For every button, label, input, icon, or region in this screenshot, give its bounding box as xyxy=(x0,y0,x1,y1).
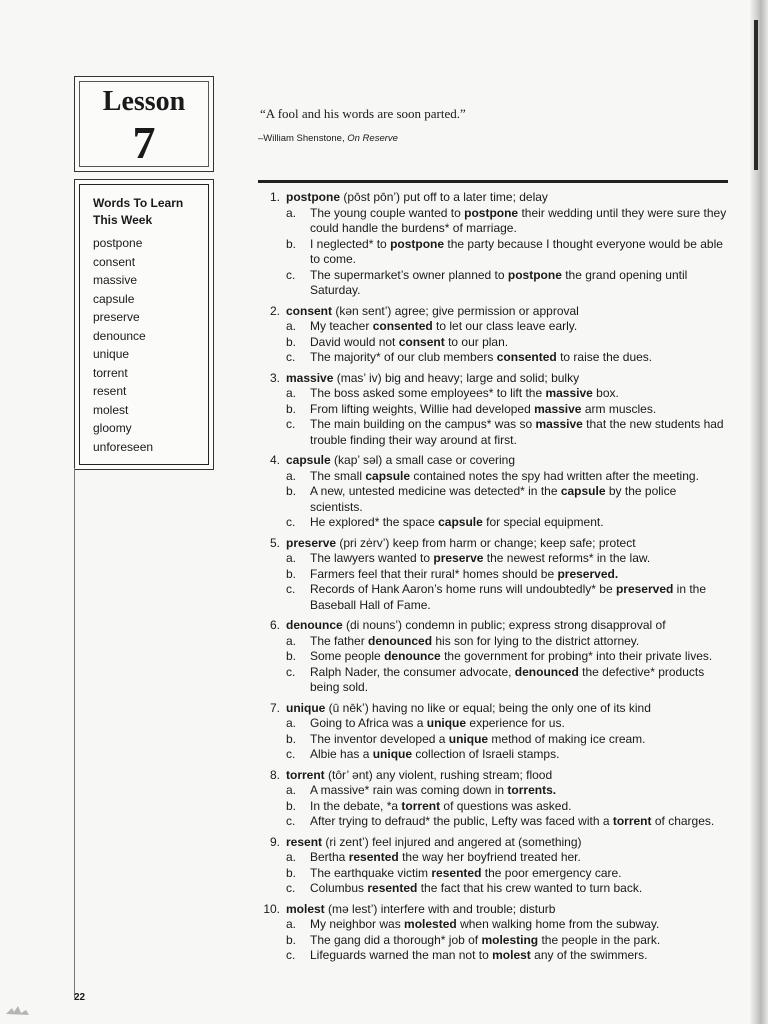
example-text-part: The inventor developed a xyxy=(310,731,449,746)
scan-edge xyxy=(750,0,768,1024)
example-sentence xyxy=(250,850,730,866)
example-keyword: unique xyxy=(372,747,413,761)
example-text xyxy=(310,881,730,897)
example-text xyxy=(310,716,730,732)
words-to-learn-heading: Words To Learn This Week xyxy=(93,196,184,227)
example-text-part: of charges. xyxy=(651,814,715,828)
epigraph-quote: “A fool and his words are soon parted.” xyxy=(260,106,466,121)
example-keyword: torrent xyxy=(612,814,652,828)
example-keyword: preserved xyxy=(615,582,674,596)
example-text-part: that the new students had trouble finding their way around at first. xyxy=(310,417,724,447)
entry-number: 10. xyxy=(263,901,280,916)
entry-definition-line xyxy=(286,453,515,469)
example-letter: b. xyxy=(286,731,297,746)
example-text-part: Ralph Nader, the consumer advocate, xyxy=(310,664,515,679)
example-text-part: The father xyxy=(310,633,369,648)
example-letter: b. xyxy=(286,865,297,880)
example-text-part: I neglected* to xyxy=(310,236,391,251)
entry-number: 5. xyxy=(269,535,280,550)
example-text-part: the party because I thought everyone would be able to come. xyxy=(310,236,723,266)
example-text xyxy=(310,515,730,531)
entry-headline xyxy=(250,536,730,552)
example-text xyxy=(310,567,730,583)
entry-number: 8. xyxy=(269,767,280,782)
example-text-part: the grand opening until Saturday. xyxy=(310,267,688,297)
example-keyword: molest xyxy=(492,948,531,962)
word-list-item: unique xyxy=(93,347,130,361)
word-list-item: torrent xyxy=(93,365,128,380)
example-keyword: massive xyxy=(535,417,583,431)
vocab-entry xyxy=(250,453,730,531)
word-list-item: resent xyxy=(93,384,127,398)
example-text-part: Columbus xyxy=(310,881,368,895)
example-text xyxy=(310,268,730,299)
entry-pronunciation: (ri zent’) xyxy=(325,834,369,849)
entry-pronunciation: (kən sent’) xyxy=(335,303,392,318)
example-text xyxy=(310,469,730,485)
example-text-part: to our plan. xyxy=(444,334,509,349)
example-sentence xyxy=(250,551,730,567)
example-letter: b. xyxy=(286,649,297,663)
entry-word: unique xyxy=(286,700,326,715)
example-text-part: The earthquake victim xyxy=(310,865,432,880)
example-keyword: massive xyxy=(534,401,582,416)
example-letter: a. xyxy=(286,468,297,483)
vocab-entry xyxy=(250,701,730,763)
entry-word: consent xyxy=(286,303,333,318)
example-sentence xyxy=(250,515,730,531)
example-text-part: when walking home from the subway. xyxy=(456,917,660,931)
example-text-part: the people in the park. xyxy=(538,932,661,947)
example-keyword: capsule xyxy=(365,468,411,483)
entry-number: 2. xyxy=(269,303,280,318)
example-keyword: postpone xyxy=(507,267,562,282)
example-letter: c. xyxy=(286,664,296,679)
example-sentence xyxy=(250,335,730,351)
example-text-part: arm muscles. xyxy=(581,401,657,416)
example-sentence xyxy=(250,814,730,830)
word-list-item: unforeseen xyxy=(93,439,154,454)
example-sentence xyxy=(250,799,730,815)
entry-definition-line xyxy=(286,304,579,320)
example-letter: c. xyxy=(286,814,296,828)
word-list xyxy=(93,234,208,456)
entry-number: 4. xyxy=(269,453,280,467)
entry-definition: condemn in public; express strong disapproval of xyxy=(405,618,666,632)
example-letter: a. xyxy=(286,783,297,797)
example-keyword: denounce xyxy=(384,649,441,663)
example-text xyxy=(310,417,730,448)
example-text xyxy=(310,649,730,665)
example-text xyxy=(310,551,730,567)
example-text-part: to raise the dues. xyxy=(556,350,653,364)
example-sentence xyxy=(250,881,730,897)
page-number: 22 xyxy=(74,992,86,1003)
example-keyword: preserved. xyxy=(557,566,619,581)
example-text xyxy=(310,866,730,882)
entry-pronunciation: (mas’ iv) xyxy=(336,370,382,385)
example-text-part: collection of Israeli stamps. xyxy=(412,747,560,761)
example-text-part: in the Baseball Hall of Fame. xyxy=(310,582,707,612)
example-text-part: by the police scientists. xyxy=(310,484,677,514)
section-divider xyxy=(258,180,728,183)
entry-number: 6. xyxy=(269,618,280,632)
example-text xyxy=(310,799,730,815)
word-list-item: denounce xyxy=(93,328,146,343)
entry-definition-line xyxy=(286,835,582,851)
scan-specks xyxy=(4,1002,30,1016)
entry-headline xyxy=(250,618,730,634)
entry-definition: big and heavy; large and solid; bulky xyxy=(384,370,580,385)
word-list-item: postpone xyxy=(93,236,143,250)
entry-pronunciation: (mə lest’) xyxy=(328,901,378,916)
example-text-part: box. xyxy=(592,386,619,400)
entry-pronunciation: (tôr’ ənt) xyxy=(328,767,373,782)
example-letter: a. xyxy=(286,633,297,648)
example-sentence xyxy=(250,634,730,650)
example-sentence xyxy=(250,783,730,799)
example-letter: c. xyxy=(286,515,296,529)
example-letter: c. xyxy=(286,417,296,431)
epigraph-author: –William Shenstone, xyxy=(258,133,348,144)
example-letter: a. xyxy=(286,551,297,565)
example-text-part: Some people xyxy=(310,649,385,663)
example-text-part: Going to Africa was a xyxy=(310,716,427,730)
example-keyword: resented xyxy=(367,881,418,895)
example-sentence xyxy=(250,866,730,882)
example-keyword: capsule xyxy=(438,515,483,529)
example-text-part: David would not xyxy=(310,334,399,349)
example-sentence xyxy=(250,402,730,418)
example-keyword: unique xyxy=(426,716,467,730)
example-text-part: Bertha xyxy=(310,850,349,864)
example-letter: a. xyxy=(286,205,297,220)
example-sentence xyxy=(250,417,730,448)
lesson-header-inner-frame xyxy=(79,81,209,167)
entry-headline xyxy=(250,371,730,387)
entry-word: torrent xyxy=(286,767,325,782)
example-text-part: the way her boyfriend treated her. xyxy=(398,850,581,864)
example-text-part: In the debate, *a xyxy=(310,798,402,813)
entry-definition-line xyxy=(286,701,651,717)
example-letter: a. xyxy=(286,850,297,864)
entry-headline xyxy=(250,190,730,206)
entry-number: 7. xyxy=(269,700,280,715)
example-letter: a. xyxy=(286,917,297,931)
example-letter: b. xyxy=(286,401,297,416)
example-letter: c. xyxy=(286,267,296,282)
word-list-item: preserve xyxy=(93,310,140,324)
example-text xyxy=(310,933,730,949)
example-letter: b. xyxy=(286,236,297,251)
example-text-part: The small xyxy=(310,468,366,483)
entry-headline xyxy=(250,453,730,469)
example-text xyxy=(310,850,730,866)
example-keyword: denounced xyxy=(514,664,579,679)
example-text-part: their wedding until they were sure they could handle the burdens* of marriage. xyxy=(310,205,727,235)
example-sentence xyxy=(250,386,730,402)
example-text-part: The young couple wanted to xyxy=(310,205,465,220)
entry-number: 9. xyxy=(269,834,280,849)
example-letter: b. xyxy=(286,798,297,813)
example-letter: b. xyxy=(286,566,297,581)
example-text xyxy=(310,948,730,964)
entry-pronunciation: (di nouns’) xyxy=(346,618,403,632)
example-text xyxy=(310,665,730,696)
example-keyword: consent xyxy=(398,334,445,349)
example-keyword: molesting xyxy=(481,932,539,947)
entry-definition: any violent, rushing stream; flood xyxy=(376,767,553,782)
example-sentence xyxy=(250,268,730,299)
example-text xyxy=(310,747,730,763)
example-letter: b. xyxy=(286,334,297,349)
example-keyword: preserve xyxy=(433,551,484,565)
epigraph-work: On Reserve xyxy=(347,133,398,144)
words-to-learn-box xyxy=(74,179,214,470)
example-sentence xyxy=(250,732,730,748)
entry-headline xyxy=(250,768,730,784)
entry-headline xyxy=(250,835,730,851)
example-text xyxy=(310,402,730,418)
example-text xyxy=(310,732,730,748)
example-keyword: capsule xyxy=(560,484,606,498)
example-keyword: resented xyxy=(348,850,399,864)
example-text-part: The majority* of our club members xyxy=(310,350,497,364)
entry-word: molest xyxy=(286,901,325,916)
example-text-part: The main building on the campus* was so xyxy=(310,417,536,431)
example-sentence xyxy=(250,716,730,732)
example-letter: a. xyxy=(286,386,297,400)
example-text-part: the newest reforms* in the law. xyxy=(483,551,651,565)
example-keyword: consented xyxy=(496,350,557,364)
word-list-item: molest xyxy=(93,402,129,417)
example-keyword: massive xyxy=(545,386,593,400)
entry-pronunciation: (pri zėrv’) xyxy=(339,535,390,550)
vocab-entry xyxy=(250,902,730,964)
vocab-entry xyxy=(250,536,730,614)
vocab-entry xyxy=(250,304,730,366)
entry-word: denounce xyxy=(286,618,343,632)
example-text-part: Farmers feel that their rural* homes should be xyxy=(310,566,558,581)
example-text xyxy=(310,917,730,933)
entry-headline xyxy=(250,304,730,320)
entry-pronunciation: (ū nēk’) xyxy=(328,700,369,715)
entry-definition: feel injured and angered at (something) xyxy=(372,834,582,849)
example-sentence xyxy=(250,237,730,268)
example-text xyxy=(310,350,730,366)
entry-number: 1. xyxy=(269,190,280,204)
example-sentence xyxy=(250,350,730,366)
example-sentence xyxy=(250,917,730,933)
example-sentence xyxy=(250,319,730,335)
example-letter: c. xyxy=(286,948,296,962)
example-letter: a. xyxy=(286,716,297,730)
entry-definition: put off to a later time; delay xyxy=(403,190,548,204)
word-list-item: massive xyxy=(93,273,138,287)
entry-word: massive xyxy=(286,370,334,385)
example-text-part: A new, untested medicine was detected* in the xyxy=(310,484,561,498)
example-keyword: postpone xyxy=(464,205,519,220)
example-keyword: postpone xyxy=(390,236,445,251)
margin-rule xyxy=(74,468,75,998)
example-text-part: Lifeguards warned the man not to xyxy=(310,948,493,962)
example-sentence xyxy=(250,948,730,964)
entry-pronunciation: (kap’ səl) xyxy=(334,453,383,467)
example-letter: c. xyxy=(286,350,296,364)
example-text xyxy=(310,206,730,237)
example-sentence xyxy=(250,567,730,583)
word-list-item: consent xyxy=(93,254,136,269)
example-text-part: contained notes the spy had written after the meeting. xyxy=(410,468,699,483)
example-text xyxy=(310,582,730,613)
entry-definition-line xyxy=(286,536,636,552)
word-list-item: capsule xyxy=(93,291,135,306)
entry-definition: having no like or equal; being the only one of its kind xyxy=(372,700,651,715)
example-text-part: Records of Hank Aaron’s home runs will undoubtedly* be xyxy=(310,582,616,596)
example-letter: b. xyxy=(286,932,297,947)
example-text-part: experience for us. xyxy=(466,716,565,730)
example-letter: c. xyxy=(286,881,296,895)
example-text xyxy=(310,335,730,351)
example-text-part: The supermarket’s owner planned to xyxy=(310,267,508,282)
vocab-entry xyxy=(250,835,730,897)
entry-definition-line xyxy=(286,768,552,784)
example-text xyxy=(310,237,730,268)
example-letter: c. xyxy=(286,582,296,596)
example-text xyxy=(310,634,730,650)
example-text-part: The boss asked some employees* to lift the xyxy=(310,386,546,400)
vocab-entry xyxy=(250,190,730,299)
entry-definition: keep from harm or change; keep safe; protect xyxy=(392,535,636,550)
example-letter: b. xyxy=(286,484,297,498)
example-sentence xyxy=(250,206,730,237)
example-text-part: the fact that his crew wanted to turn back. xyxy=(417,881,643,895)
lesson-number: 7 xyxy=(132,117,156,168)
entry-word: preserve xyxy=(286,535,337,550)
example-sentence xyxy=(250,649,730,665)
lesson-header-box xyxy=(74,76,214,172)
entry-definition-line xyxy=(286,618,666,634)
entry-headline xyxy=(250,902,730,918)
example-sentence xyxy=(250,582,730,613)
example-text-part: of questions was asked. xyxy=(440,798,572,813)
entry-pronunciation: (pōst pōn’) xyxy=(343,190,401,204)
example-keyword: torrent xyxy=(401,798,441,813)
example-keyword: molested xyxy=(404,917,457,931)
example-text-part: the government for probing* into their private lives. xyxy=(440,649,713,663)
entry-word: postpone xyxy=(286,190,340,204)
example-keyword: consented xyxy=(372,319,433,333)
example-text xyxy=(310,783,730,799)
example-sentence xyxy=(250,469,730,485)
example-text-part: My teacher xyxy=(310,319,373,333)
example-text-part: any of the swimmers. xyxy=(530,948,648,962)
example-keyword: unique xyxy=(448,731,489,746)
words-to-learn-inner-frame xyxy=(79,184,209,465)
example-text-part: A massive* rain was coming down in xyxy=(310,783,508,797)
lesson-title: Lesson xyxy=(102,86,186,117)
example-sentence xyxy=(250,747,730,763)
entry-definition-line xyxy=(286,371,579,387)
example-keyword: torrents. xyxy=(507,783,557,797)
example-text xyxy=(310,386,730,402)
example-keyword: denounced xyxy=(368,633,433,648)
vocab-entry xyxy=(250,768,730,830)
example-text xyxy=(310,814,730,830)
example-text-part: the defective* products being sold. xyxy=(310,664,705,694)
entry-definition: a small case or covering xyxy=(385,453,516,467)
example-sentence xyxy=(250,665,730,696)
example-text-part: The gang did a thorough* job of xyxy=(310,932,482,947)
example-text-part: the poor emergency care. xyxy=(481,865,622,880)
entry-definition-line xyxy=(286,190,548,206)
example-text-part: From lifting weights, Willie had developed xyxy=(310,401,535,416)
epigraph-source xyxy=(258,133,398,144)
entry-word: capsule xyxy=(286,453,331,467)
entry-definition: interfere with and trouble; disturb xyxy=(380,901,556,916)
entry-definition-line xyxy=(286,902,555,918)
example-text-part: He explored* the space xyxy=(310,515,439,529)
example-text xyxy=(310,484,730,515)
entry-headline xyxy=(250,701,730,717)
vocab-entry xyxy=(250,618,730,696)
example-text-part: to let our class leave early. xyxy=(432,319,578,333)
example-letter: c. xyxy=(286,747,296,761)
word-list-item: gloomy xyxy=(93,421,132,435)
vocab-entry xyxy=(250,371,730,449)
example-keyword: resented xyxy=(431,865,482,880)
example-text-part: My neighbor was xyxy=(310,917,405,931)
vocabulary-entries xyxy=(250,190,730,969)
entry-definition: agree; give permission or approval xyxy=(394,303,579,318)
example-text-part: After trying to defraud* the public, Lefty was faced with a xyxy=(310,814,613,828)
example-text-part: The lawyers wanted to xyxy=(310,551,434,565)
example-text-part: method of making ice cream. xyxy=(488,731,646,746)
example-sentence xyxy=(250,933,730,949)
example-sentence xyxy=(250,484,730,515)
example-text-part: his son for lying to the district attorney. xyxy=(432,633,640,648)
example-text-part: Albie has a xyxy=(310,747,373,761)
example-letter: a. xyxy=(286,319,297,333)
example-text-part: for special equipment. xyxy=(482,515,604,529)
example-text xyxy=(310,319,730,335)
entry-number: 3. xyxy=(269,370,280,385)
entry-word: resent xyxy=(286,834,323,849)
